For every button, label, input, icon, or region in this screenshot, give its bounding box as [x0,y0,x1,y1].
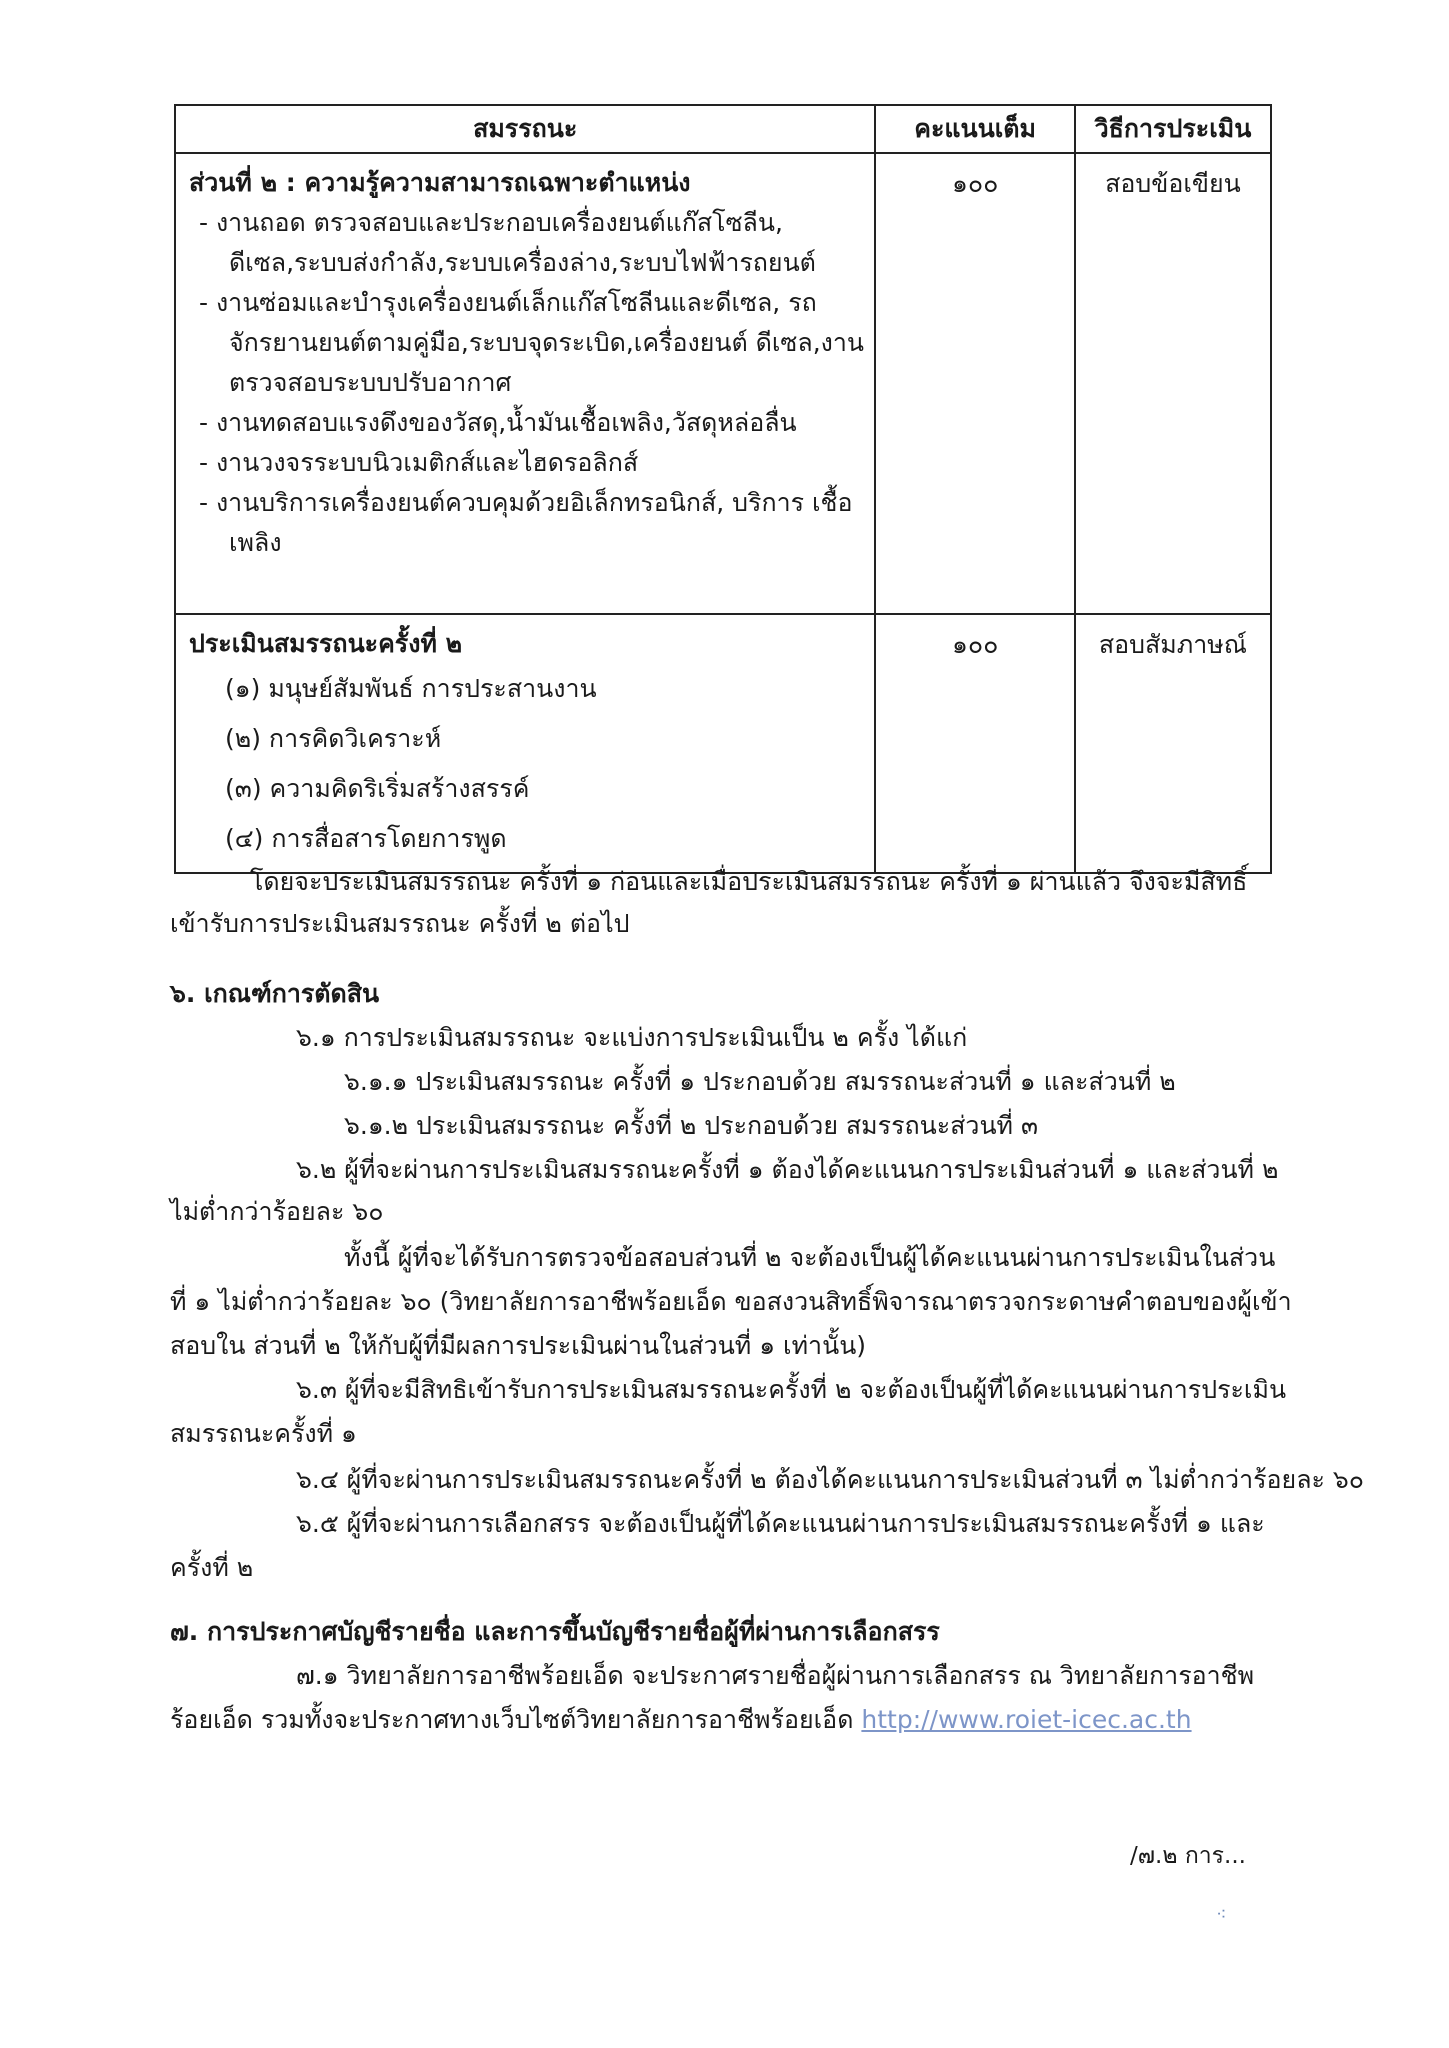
competency-cell [175,153,875,614]
method-cell: สอบข้อเขียน [1075,153,1271,614]
paragraph: สอบใน ส่วนที่ ๒ ให้กับผู้ที่มีผลการประเมินผ่านในส่วนที่ ๑ เท่านั้น) [170,1331,867,1360]
note-line: เข้ารับการประเมินสมรรถนะ ครั้งที่ ๒ ต่อไป [170,909,630,938]
list-item: - งานซ่อมและบำรุงเครื่องยนต์เล็กแก๊สโซลีนและดีเซล, รถจักรยานยนต์ตามคู่มือ,ระบบจุดระเบิด,เครื่องยนต์ ดีเซล,งานตรวจสอบระบบปรับอากาศ [199,288,864,397]
paragraph: ทั้งนี้ ผู้ที่จะได้รับการตรวจข้อสอบส่วนที่ ๒ จะต้องเป็นผู้ได้คะแนนผ่านการประเมินในส่วน [344,1243,1276,1272]
score-cell: ๑๐๐ [875,614,1075,873]
paragraph: ๖.๑.๑ ประเมินสมรรถนะ ครั้งที่ ๑ ประกอบด้วย สมรรถนะส่วนที่ ๑ และส่วนที่ ๒ [344,1067,1176,1096]
paragraph: ครั้งที่ ๒ [170,1553,254,1582]
list-item: - งานทดสอบแรงดึงของวัสดุ,น้ำมันเชื้อเพลิง,วัสดุหล่อลื่น [199,408,797,437]
competency-table [174,104,1272,874]
list-item: (๔) การสื่อสารโดยการพูด [225,824,507,853]
paragraph: ๖.๕ ผู้ที่จะผ่านการเลือกสรร จะต้องเป็นผู้ที่ได้คะแนนผ่านการประเมินสมรรถนะครั้งที่ ๑ และ [296,1509,1265,1538]
page-continuation: /๗.๒ การ... [1130,1843,1246,1869]
header-competency: สมรรถนะ [175,105,875,153]
paragraph [170,1700,1192,1740]
table-header-row [175,105,1271,153]
website-link[interactable]: http://www.roiet-icec.ac.th [861,1705,1192,1734]
paragraph: ที่ ๑ ไม่ต่ำกว่าร้อยละ ๖๐ (วิทยาลัยการอาชีพร้อยเอ็ด ขอสงวนสิทธิ์พิจารณาตรวจกระดาษคำตอบของผู้เข้า [170,1287,1292,1316]
note-line: โดยจะประเมินสมรรถนะ ครั้งที่ ๑ ก่อนและเมื่อประเมินสมรรถนะ ครั้งที่ ๑ ผ่านแล้ว จึงจะมีสิทธิ์ [250,867,1248,896]
score-cell: ๑๐๐ [875,153,1075,614]
header-full-score: คะแนนเต็ม [875,105,1075,153]
list-item: (๑) มนุษย์สัมพันธ์ การประสานงาน [225,674,597,703]
paragraph: สมรรถนะครั้งที่ ๑ [170,1419,357,1448]
header-method: วิธีการประเมิน [1075,105,1271,153]
paragraph: ๖.๒ ผู้ที่จะผ่านการประเมินสมรรถนะครั้งที่ ๑ ต้องได้คะแนนการประเมินส่วนที่ ๑ และส่วนที่ ๒ [296,1155,1279,1184]
table-row [175,153,1271,614]
section-7-heading: ๗. การประกาศบัญชีรายชื่อ และการขึ้นบัญชีรายชื่อผู้ที่ผ่านการเลือกสรร [170,1617,940,1646]
paragraph: ๖.๓ ผู้ที่จะมีสิทธิเข้ารับการประเมินสมรรถนะครั้งที่ ๒ จะต้องเป็นผู้ที่ได้คะแนนผ่านการประเมิน [296,1375,1287,1404]
paragraph: ๖.๑ การประเมินสมรรถนะ จะแบ่งการประเมินเป็น ๒ ครั้ง ได้แก่ [296,1023,968,1052]
paragraph: ไม่ต่ำกว่าร้อยละ ๖๐ [170,1197,384,1226]
row-title: ส่วนที่ ๒ : ความรู้ความสามารถเฉพาะตำแหน่ง [189,168,691,197]
paragraph: ๗.๑ วิทยาลัยการอาชีพร้อยเอ็ด จะประกาศรายชื่อผู้ผ่านการเลือกสรร ณ วิทยาลัยการอาชีพ [296,1661,1255,1690]
list-item: (๓) ความคิดริเริ่มสร้างสรรค์ [225,774,530,803]
section-6-heading: ๖. เกณฑ์การตัดสิน [170,979,380,1008]
paragraph: ๖.๑.๒ ประเมินสมรรถนะ ครั้งที่ ๒ ประกอบด้วย สมรรถนะส่วนที่ ๓ [344,1111,1039,1140]
list-item: - งานวงจรระบบนิวเมติกส์และไฮดรอลิกส์ [199,448,639,477]
list-item: - งานถอด ตรวจสอบและประกอบเครื่องยนต์แก๊สโซลีน, ดีเซล,ระบบส่งกำลัง,ระบบเครื่องล่าง,ระบบไฟฟ้ารถยนต์ [199,208,816,277]
paragraph: ๖.๔ ผู้ที่จะผ่านการประเมินสมรรถนะครั้งที่ ๒ ต้องได้คะแนนการประเมินส่วนที่ ๓ ไม่ต่ำกว่าร้อยละ ๖๐ [296,1465,1365,1494]
list-item: - งานบริการเครื่องยนต์ควบคุมด้วยอิเล็กทรอนิกส์, บริการ เชื้อเพลิง [199,488,853,557]
row-title: ประเมินสมรรถนะครั้งที่ ๒ [189,629,463,658]
competency-cell [175,614,875,873]
method-cell: สอบสัมภาษณ์ [1075,614,1271,873]
table-row [175,614,1271,873]
list-item: (๒) การคิดวิเคราะห์ [225,724,442,753]
paragraph-text: ร้อยเอ็ด รวมทั้งจะประกาศทางเว็บไซต์วิทยาลัยการอาชีพร้อยเอ็ด [170,1705,854,1734]
scan-mark-icon: ⁖ [1216,1904,1227,1925]
